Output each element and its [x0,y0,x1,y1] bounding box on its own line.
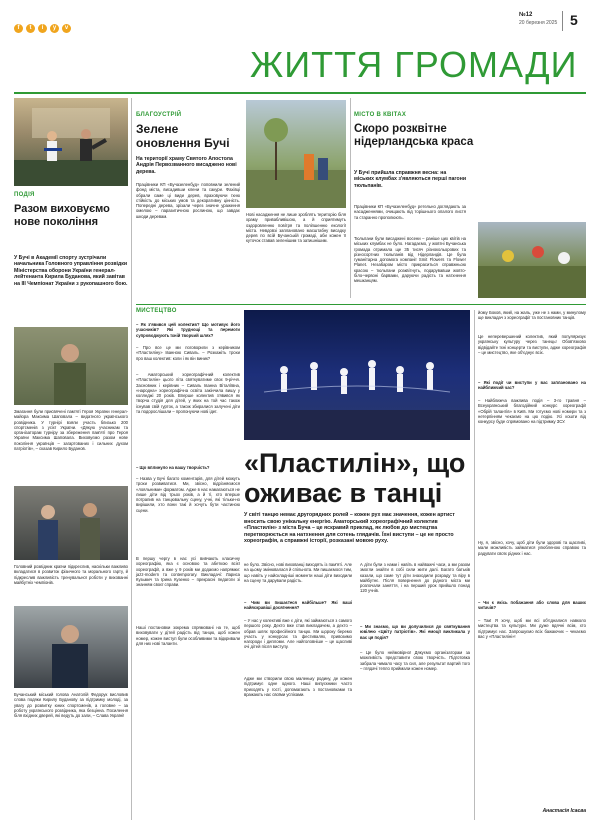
art-answer-4: В першу чергу в нас усі вивчають класичну хореографію, яка є основою та абеткою всієї хореографії, а вже у 9 років ми додаємо напрямки: jazz-modern та contemporary. Викладачі: Лариса Кузьмич та Ірина Кузенко – прекрасні педагоги зі знанням своєї справи. [136,556,240,588]
greenery-body-2: Нові насадження не лише зроблять територію біля храму привабливішою, а й сприятимуть оздоровленню повітря та поліпшенню екології міста. Невдовзі заплановано масштабну висадку дерев по всій Бучанській громаді, аби кожен її куточок ставав зеленішим та затишнішим. [246,212,346,244]
art-question-1: – Як з'явився цей колектив? Що мотивує його учасників? Які труднощі та перемоги супроводжують їхній творчий шлях? [136,322,240,338]
martial-arts-scene [14,98,128,186]
flowers-body-1: Працівники КП «Бучазеленбуд» ретельно доглядають за насадженнями, очищають від торішнього опалого листя та старанно прополюють. [354,204,466,220]
social-icons [14,16,74,34]
art-col4-p1: йому Боков, який, на жаль, уже не з нами, у минулому ще викладач з хореографії та постановник танців. [478,310,586,321]
art-lead: У світі танцю немає другорядних ролей – кожен рух має значення, кожен артист вносить свою унікальну енергію. Аматорський хореографічний колектив «Пластилін» з міста Буча – це яскравий приклад, як любов до мистецтва перетворюється на натхнення для сотень глядачів. Їхні виступи – це не просто хореографія, а справжні історії, розказані мовою руху. [244,512,455,544]
event-body-2: Головний розвідник країни підкреслив, наскільки важливо вкладатися в розвиток фізичного та морального гарту, й підкреслив важливість тренувальної роботи у вихованні майбутніх чемпіонів. [14,564,128,585]
art-col2-question: – Чим ви пишаєтеся найбільше? Які ваші найяскравіші досягнення? [244,600,352,611]
section-title: ЖИТТЯ ГРОМАДИ [250,44,578,85]
event-lead: У Бучі в Академії спорту зустрічали начальника Головного управління розвідки Міністерства оборони України генерал-лейтенанта Кирила Буданова, який завітав на ІІІ Чемпіонат України з рукопашного бою. [14,255,128,287]
art-col3-p1: А діти були з нами і навіть в найважчі часи, а ми разом змогли знайти в собі сили жити далі. Багато батьків казали, що саме тут діти знаходили розраду та віру в майбутнє. Після повернення до рідного міста ми розпочали заняття, і на перший урок прийшло понад 120 учнів. [360,562,470,594]
flowers-body-2-cont [478,100,586,218]
art-col2-p2: – У нас у колективі вже є діти, які займаються з самого першого року. Дехто вже став викладачем, а дехто – обрав шлях професійного танцю. Ми щороку беремо участь у конкурсах та фестивалях, привозимо нагороди і дипломи. Але найголовніше – це щасливі очі дітей після виступу. [244,618,352,650]
art-col4-p2: Це неперевершений колектив, який популяризує українську культуру через танець! Обов'язково відвідайте їхні концерти та виступи, адже хореографія – це мистецтво, яке об'єднує всіх. [478,334,586,355]
art-answer-1: – Про все це ми поговорили з керівником «Пластиліну» Іванною Сиваль. – Розкажіть трохи про ваш колектив: коли і як він виник? [136,345,240,361]
telegram-icon[interactable]: t [26,24,35,33]
art-question-2: – Що вплинуло на вашу творчість? [136,465,210,470]
instagram-icon[interactable]: i [38,24,47,33]
issue-number: №12 [519,12,533,18]
flowers-lead: У Бучі прийшла справжня весна: на міських клумбах з'являються перші пагони тюльпанів. [354,170,467,189]
article-author: Анастасія Ісаєва [542,808,586,814]
art-answer-2: – Аматорський хореографічний колектив «Пластилін» цього літа святкуватиме своє 9-річчя. Засновник і керівник – Сиваль Іванна Віталіївна, «народна» хореографічна освіта закінчила вишу у колледжі 20 років. Вперше колектив з'явився як творча студія для дітей, у яких на той час також існував свій гурток, а також збиралися залучені діти та подорослішали – пропонуючи нові ідеї. [136,372,240,415]
dancers-scene [244,310,470,440]
section-label-art: МИСТЕЦТВО [136,308,177,314]
art-col4-p4: Ну, я, звісно, хочу, щоб діти були здорові та щасливі, мали можливість займатися улюбленою справою та радувати своїх рідних і нас. [478,540,586,556]
greenery-title: Зелене оновлення Бучі [136,122,230,150]
mayor-photo [14,606,128,688]
event-photo [14,98,128,186]
greenery-lead: На території храму Святого Апостола Андрія Первозванного висаджено нові дерева. [136,156,237,175]
section-label-greenery: БЛАГОУСТРІЙ [136,112,182,118]
art-col4-p3: – Найближча важлива подія – 3-го травня – Всеукраїнський благодійний конкурс хореографії «Обрій талантів» в Київ. Ми готуємо нові номери та з нетерпінням чекаємо на цю подію. Усі кошти від конкурсу буде спрямовано на підтримку ЗСУ. [478,398,586,425]
greenery-body-1: Працівники КП «Бучазеленбуд» поповнили зелений фонд міста, висадивши клени та сакури. Фахівці обрали саме ці види дерев, враховуючи їхню стійкість до міських умов та декоративну цінність. Попередні дерева, зрізали через значне ураження омелою – паразитичною рослиною, що завдає шкоди деревам. [136,182,240,219]
art-answer-3: – Назва у Бучі багато коментарів, для дітей можуть трохи розвиватися. Ми, звісно, відрізняємося «лояльними» форматом. Адже в нас намагаються не лише діти від трьох років, а й ті, хто вперше потрапив на танцювальну сцену, учні, які тільки-но вирішили, хто вони такі й хочуть бути частиною сцени. [136,476,240,513]
issue-date: 20 березня 2025 [519,20,558,26]
section-label-event: ПОДІЯ [14,192,35,198]
art-title: «Пластилін», що оживає в танці [244,448,466,508]
art-col3-question: – Ми знаємо, що ви долучилися до святкування ювілею «Цвіту патріотів». Які емоції викликала у вас ця подія? [360,624,470,640]
art-col4-p5: – Так! Я хочу, щоб ми всі об'єдналися навколо мистецтва та культури. Ми дуже вдячні всім, хто підтримує нас. Запрошуємо всіх бажаючих – чекаємо вас у «Пластиліні»! [478,618,586,639]
flowers-title: Скоро розквітне нідерландська краса [354,123,474,148]
viber-icon[interactable]: v [62,24,71,33]
art-answer-5: Наші постановки зокрема спрямовані на те, щоб виховувати у дітей радість від танцю, щоб кожен номер, кожен виступ були особливими та відкривали для них нові таланти. [136,625,240,646]
art-col4-question-2: – Чи є якісь побажання або слова для ваших читачів? [478,600,586,611]
dance-photo [244,310,470,440]
budanov-photo [14,327,128,405]
award-photo [14,486,128,560]
event-title: Разом виховуємо нове покоління [14,203,110,228]
page-number: 5 [570,12,578,28]
flowers-body-2: Тюльпани були висаджені восени – раніше цих квітів на міських клумбах не було. Нагадаємо, у жовтні Бучанська громада отримала ще 35 тисяч різнокольорових та різносортних тюльпанів від Нідерландів. Це була гуманітарна допомога компанії Smit Flowers та Flower Planet. Незабаром місто прикраситься справжньою красою – тюльпани розквітнуть, подарувавши жовто-біло-червоні барвами, даруючи радість та натхнення мешканцям. [354,236,466,284]
art-col2-p3: Адже ми створили свою маленьку родину, де кожен підтримує одне одного. Наші випускники часто приходять у гості, допомагають з постановками та вражають нас своїми успіхами. [244,676,352,697]
event-body-3: Бучанський міський голова Анатолій Федорук висловив слова подяки Кирилу Буданову за підтримку молоді, за увагу до розвитку юних спортсменів, а головне – за роботу українського розвідника, яка безцінна. Посилення біля вхідних дверей, які ведуть до зали, – Слава Україні! [14,692,128,719]
event-body-1: Змагання були присвячені пам'яті Героя України генерал-майора Максима Шаповала – видатного українського розвідника. У турнірі взяли участь близько 200 спортсменів з усієї України. «Дякую учасникам та організаторам турніру за збереження пам'яті про Героя України Максима Шаповала. Виховуємо разом нове покоління українців – загартованих і сильних духом патріотів», – сказав Кирило Буданов. [14,409,128,452]
art-col4-question: – Які події чи виступи у вас заплановано на найближчий час? [478,380,586,391]
art-col2-p1: не було. Звісно, нові вихованці виходять із пам'яті. Але на цьому змінювалася й спільнота. Ми пишаємося тим, що навіть у найскладніші моменти наші діти виходили на сцену та дарували радість. [244,562,352,583]
youtube-icon[interactable]: y [50,24,59,33]
tree-planting-photo [246,100,346,208]
art-col3-p2: – Це було неймовірно! Дякуємо організаторам за можливість представити свою творчість. Підготовка забрала чимало часу та сил, але результат вартий того – глядачі тепло приймали кожен номер. [360,650,470,671]
section-label-flowers: МІСТО В КВІТАХ [354,112,407,118]
tulips-photo [478,222,586,298]
facebook-icon[interactable]: f [14,24,23,33]
